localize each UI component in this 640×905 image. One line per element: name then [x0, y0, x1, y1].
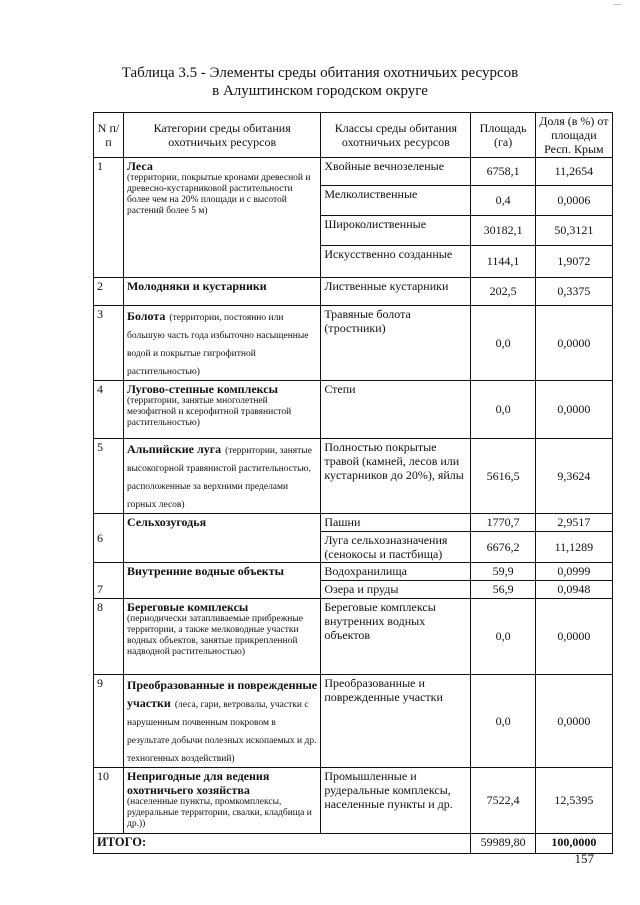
category-cell: [124, 278, 321, 306]
total-label: ИТОГО:: [94, 834, 471, 854]
share-cell: 0,0000: [535, 381, 612, 439]
category-desc: (леса, гари, ветровалы, участки с нарушенным почвенным покровом в результате добычи полезных ископаемых и др. техногенных воздействий): [127, 700, 317, 764]
category-cell: [124, 439, 321, 514]
share-cell: 0,0006: [535, 186, 612, 216]
share-cell: 0,3375: [535, 278, 612, 306]
share-cell: 1,9072: [535, 246, 612, 278]
area-cell: 0,0: [471, 599, 535, 675]
row-num: 4: [94, 381, 124, 439]
category-cell: [124, 768, 321, 834]
class-cell: Полностью покрытые травой (камней, лесов или кустарников до 20%), яйлы: [321, 439, 471, 514]
category-title: Внутренние водные объекты: [127, 564, 284, 578]
area-cell: 202,5: [471, 278, 535, 306]
share-cell: 2,9517: [535, 514, 612, 532]
category-title: Береговые комплексы: [127, 600, 249, 614]
row-num: 7: [94, 563, 124, 599]
area-cell: 0,4: [471, 186, 535, 216]
class-cell: Лиственные кустарники: [321, 278, 471, 306]
category-title: Лугово-степные комплексы: [127, 382, 278, 396]
page-number: 157: [574, 851, 594, 866]
table-row: [94, 514, 613, 532]
category-desc: (территории, постоянно или большую часть года избыточно насыщенные водой и покрытые гигрофитной растительностью): [127, 313, 309, 377]
category-title: Преобразованные и поврежденные участки: [127, 678, 318, 710]
category-cell: [124, 675, 321, 768]
area-cell: 30182,1: [471, 216, 535, 246]
category-title: Альпийские луга: [127, 442, 222, 456]
share-cell: 0,0948: [535, 581, 612, 599]
table-row: [94, 278, 613, 306]
total-area: 59989,80: [471, 834, 535, 854]
share-cell: 0,0000: [535, 599, 612, 675]
total-share: 100,0000: [535, 834, 612, 854]
class-cell: Широколиственные: [321, 216, 471, 246]
area-cell: 6676,2: [471, 532, 535, 563]
share-cell: 0,0000: [535, 306, 612, 381]
row-num: 5: [94, 439, 124, 514]
class-cell: Озера и пруды: [321, 581, 471, 599]
class-cell: Мелколиственные: [321, 186, 471, 216]
header-row: [94, 113, 613, 158]
title-line-2: в Алуштинском городском округе: [212, 83, 428, 99]
row-num: 2: [94, 278, 124, 306]
header-category: Категории среды обитания охотничьих ресурсов: [124, 113, 321, 158]
table-row: [94, 306, 613, 381]
row-num: 6: [94, 514, 124, 563]
header-num: N п/п: [94, 113, 124, 158]
class-cell: Промышленные и рудеральные комплексы, населенные пункты и др.: [321, 768, 471, 834]
category-title: Болота: [127, 309, 166, 323]
category-title: Сельхозугодья: [127, 515, 207, 529]
table-row: [94, 768, 613, 834]
class-cell: Преобразованные и поврежденные участки: [321, 675, 471, 768]
header-area: Площадь (га): [471, 113, 535, 158]
corner-mark: __: [613, 0, 622, 6]
table-row: [94, 675, 613, 768]
table-row: [94, 563, 613, 581]
class-cell: Степи: [321, 381, 471, 439]
share-cell: 9,3624: [535, 439, 612, 514]
area-cell: 1144,1: [471, 246, 535, 278]
category-title: Молодняки и кустарники: [127, 279, 267, 293]
header-share: Доля (в %) от площади Респ. Крым: [535, 113, 612, 158]
table-row: [94, 439, 613, 514]
category-desc: (территории, занятые многолетней мезофитной и ксерофитной травянистой растительностью): [127, 396, 292, 428]
class-cell: Луга сельхозназначения (сенокосы и пастбища): [321, 532, 471, 563]
category-title: Непригодные для ведения охотничьего хозяйства: [127, 769, 270, 797]
table-title: [0, 64, 640, 100]
category-desc: (периодически затапливаемые прибрежные территории, а также мелководные участки водных объектов, занятые прикрепленной надводной растительностью): [127, 614, 303, 657]
row-num: 9: [94, 675, 124, 768]
area-cell: 56,9: [471, 581, 535, 599]
total-row: [94, 834, 613, 854]
class-cell: Хвойные вечнозеленые: [321, 158, 471, 186]
row-num: 8: [94, 599, 124, 675]
category-cell: [124, 158, 321, 278]
category-cell: [124, 563, 321, 599]
share-cell: 0,0000: [535, 675, 612, 768]
category-cell: [124, 381, 321, 439]
share-cell: 50,3121: [535, 216, 612, 246]
category-cell: [124, 599, 321, 675]
category-cell: [124, 306, 321, 381]
share-cell: 0,0999: [535, 563, 612, 581]
category-cell: [124, 514, 321, 563]
row-num: 3: [94, 306, 124, 381]
area-cell: 0,0: [471, 675, 535, 768]
share-cell: 11,2654: [535, 158, 612, 186]
header-class: Классы среды обитания охотничьих ресурсов: [321, 113, 471, 158]
category-desc: (населенные пункты, промкомплексы, рудеральные территории, свалки, кладбища и др.)): [127, 797, 312, 829]
class-cell: Травяные болота (тростники): [321, 306, 471, 381]
category-title: Леса: [127, 159, 153, 173]
area-cell: 6758,1: [471, 158, 535, 186]
class-cell: Пашни: [321, 514, 471, 532]
table-row: [94, 599, 613, 675]
area-cell: 7522,4: [471, 768, 535, 834]
class-cell: Водохранилища: [321, 563, 471, 581]
area-cell: 5616,5: [471, 439, 535, 514]
share-cell: 11,1289: [535, 532, 612, 563]
table-row: [94, 381, 613, 439]
class-cell: Искусственно созданные: [321, 246, 471, 278]
area-cell: 1770,7: [471, 514, 535, 532]
area-cell: 0,0: [471, 381, 535, 439]
category-desc: (территории, покрытые кронами древесной и древесно-кустарниковой растительности более чем на 20% площади и с высотой растений более 5 м): [127, 173, 311, 216]
share-cell: 12,5395: [535, 768, 612, 834]
row-num: 10: [94, 768, 124, 834]
category-desc: (территории, занятые высокогорной травянистой растительностью, расположенные за верхними пределами горных лесов): [127, 446, 312, 510]
area-cell: 0,0: [471, 306, 535, 381]
title-line-1: Таблица 3.5 - Элементы среды обитания охотничьих ресурсов: [121, 65, 519, 81]
table-row: [94, 158, 613, 186]
habitat-table: [93, 112, 613, 854]
class-cell: Береговые комплексы внутренних водных объектов: [321, 599, 471, 675]
row-num: 1: [94, 158, 124, 278]
area-cell: 59,9: [471, 563, 535, 581]
